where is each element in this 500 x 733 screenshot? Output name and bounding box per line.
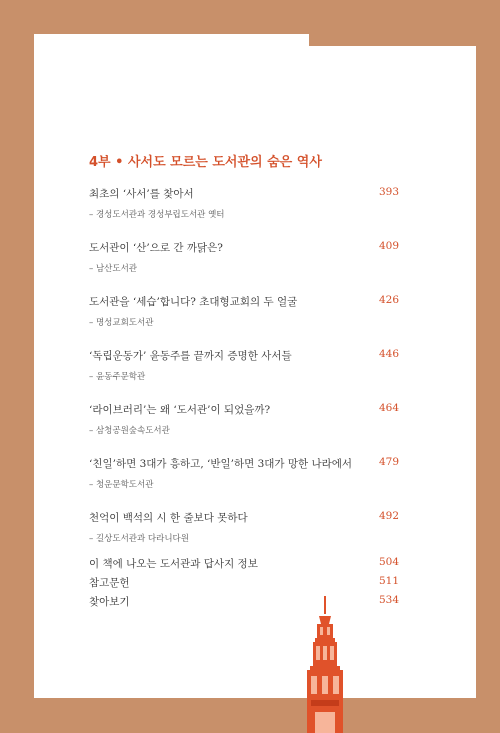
toc-entry-subtitle: – 윤동주문학관 [89,372,146,382]
appendix-page: 504 [378,556,399,568]
toc-entry-subtitle: – 남산도서관 [89,264,138,274]
appendix-title: 참고문헌 [89,577,130,589]
toc-entry[interactable] [89,294,399,348]
toc-entry-title: 도서관이 ‘산’으로 간 까닭은? [89,242,223,254]
toc-entry-page: 464 [378,402,399,414]
appendix-page: 534 [378,594,399,606]
toc-entry-page: 479 [378,456,399,468]
toc-entry-subtitle: – 삼청공원숲속도서관 [89,426,170,436]
toc-entry-subtitle: – 청운문학도서관 [89,480,154,490]
appendix-title: 찾아보기 [89,596,130,608]
tower-illustration [295,596,355,733]
toc-entry-title: ‘친일’하면 3대가 흥하고, ‘반일’하면 3대가 망한 나라에서 [89,458,353,470]
table-of-contents [89,186,399,564]
toc-entry[interactable] [89,240,399,294]
toc-entry-page: 393 [378,186,399,198]
toc-entry[interactable] [89,456,399,510]
toc-entry-title: ‘라이브러리’는 왜 ‘도서관’이 되었을까? [89,404,271,416]
toc-entry[interactable] [89,186,399,240]
toc-entry-page: 446 [378,348,399,360]
appendix-page: 511 [378,575,399,587]
toc-entry-title: ‘독립운동가’ 윤동주를 끝까지 증명한 사서들 [89,350,292,362]
toc-entry-title: 최초의 ‘사서’를 찾아서 [89,188,194,200]
toc-entry-title: 도서관을 ‘세습’합니다? 초대형교회의 두 얼굴 [89,296,298,308]
part-title: 4부 • 사서도 모르는 도서관의 숨은 역사 [89,155,322,170]
toc-entry[interactable] [89,348,399,402]
toc-entry-page: 426 [378,294,399,306]
appendix-item[interactable] [89,575,399,594]
toc-entry-title: 천억이 백석의 시 한 줄보다 못하다 [89,512,248,524]
toc-entry-page: 409 [378,240,399,252]
toc-entry-subtitle: – 명성교회도서관 [89,318,154,328]
appendix-title: 이 책에 나오는 도서관과 답사지 정보 [89,558,258,570]
appendix-item[interactable] [89,556,399,575]
toc-entry-page: 492 [378,510,399,522]
toc-entry[interactable] [89,402,399,456]
toc-entry-subtitle: – 길상도서관과 다라니다원 [89,534,189,544]
toc-entry-subtitle: – 경성도서관과 경성부립도서관 옛터 [89,210,225,220]
